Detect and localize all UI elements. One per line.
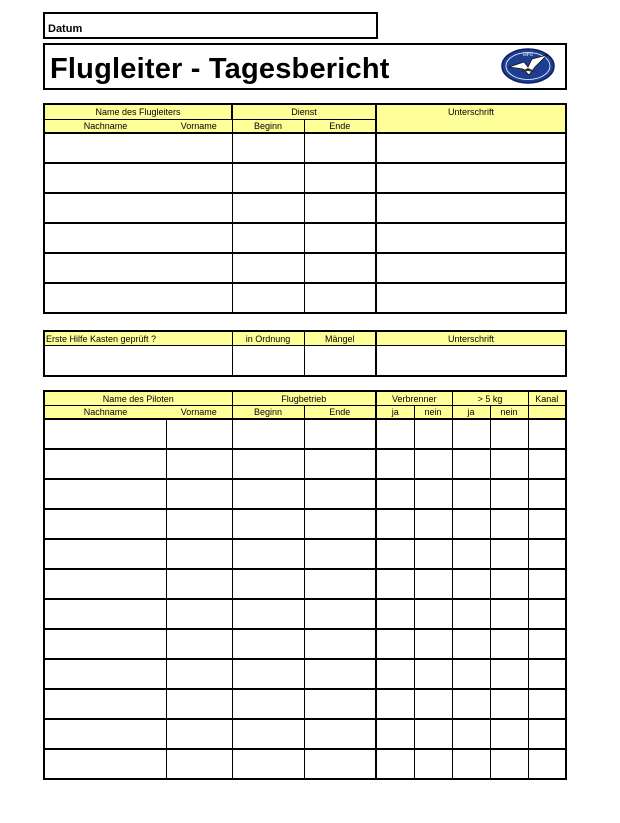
leader-start-cell[interactable] — [232, 163, 304, 193]
service-header: Dienst — [232, 104, 376, 119]
pilot-row — [44, 569, 566, 599]
weight-yes-cell[interactable] — [452, 689, 490, 719]
channel-cell[interactable] — [528, 539, 566, 569]
first-aid-defects-header: Mängel — [304, 331, 376, 346]
pilot-lastname-cell[interactable] — [44, 479, 166, 509]
pilot-end-cell[interactable] — [304, 599, 376, 629]
combustion-yes-cell[interactable] — [376, 449, 414, 479]
club-logo-icon — [499, 45, 557, 87]
pilot-firstname-header: Vorname — [166, 406, 232, 420]
pilot-lastname-cell[interactable] — [44, 449, 166, 479]
weight-yes-cell[interactable] — [452, 629, 490, 659]
combustion-yes-cell[interactable] — [376, 569, 414, 599]
combustion-no-cell[interactable] — [414, 539, 452, 569]
pilot-firstname-cell[interactable] — [166, 509, 232, 539]
combustion-header: Verbrenner — [376, 391, 452, 406]
pilot-row — [44, 689, 566, 719]
combustion-yes-cell[interactable] — [376, 419, 414, 449]
combustion-no-header: nein — [414, 406, 452, 420]
channel-cell[interactable] — [528, 569, 566, 599]
leader-start-cell[interactable] — [232, 283, 304, 313]
leader-signature-header: Unterschrift — [376, 104, 566, 133]
first-aid-ok-cell[interactable] — [232, 346, 304, 377]
pilot-lastname-cell[interactable] — [44, 509, 166, 539]
weight-no-cell[interactable] — [490, 689, 528, 719]
weight-yes-cell[interactable] — [452, 719, 490, 749]
pilot-end-cell[interactable] — [304, 509, 376, 539]
pilot-name-header: Name des Piloten — [44, 391, 232, 406]
combustion-yes-cell[interactable] — [376, 509, 414, 539]
pilot-start-cell[interactable] — [232, 629, 304, 659]
pilot-firstname-cell[interactable] — [166, 539, 232, 569]
pilot-firstname-cell[interactable] — [166, 749, 232, 779]
combustion-yes-cell[interactable] — [376, 599, 414, 629]
weight-no-cell[interactable] — [490, 749, 528, 779]
pilot-end-cell[interactable] — [304, 569, 376, 599]
combustion-no-cell[interactable] — [414, 719, 452, 749]
pilot-lastname-cell[interactable] — [44, 719, 166, 749]
leader-start-cell[interactable] — [232, 193, 304, 223]
combustion-no-cell[interactable] — [414, 659, 452, 689]
pilot-end-cell[interactable] — [304, 749, 376, 779]
pilot-start-cell[interactable] — [232, 479, 304, 509]
pilot-end-cell[interactable] — [304, 689, 376, 719]
weight-no-cell[interactable] — [490, 479, 528, 509]
weight-no-header: nein — [490, 406, 528, 420]
combustion-no-cell[interactable] — [414, 569, 452, 599]
channel-cell[interactable] — [528, 509, 566, 539]
weight-no-cell[interactable] — [490, 719, 528, 749]
page-title: Flugleiter - Tagesbericht — [50, 53, 390, 85]
title-box — [43, 43, 567, 90]
combustion-yes-cell[interactable] — [376, 689, 414, 719]
leader-row — [44, 133, 566, 163]
leader-end-cell[interactable] — [304, 193, 376, 223]
pilot-lastname-cell[interactable] — [44, 629, 166, 659]
pilot-row — [44, 629, 566, 659]
pilot-start-cell[interactable] — [232, 719, 304, 749]
pilot-firstname-cell[interactable] — [166, 599, 232, 629]
channel-cell[interactable] — [528, 689, 566, 719]
leader-signature-cell[interactable] — [376, 193, 566, 223]
pilot-lastname-cell[interactable] — [44, 539, 166, 569]
pilot-firstname-cell[interactable] — [166, 689, 232, 719]
channel-cell[interactable] — [528, 659, 566, 689]
weight-no-cell[interactable] — [490, 569, 528, 599]
leader-lastname-header: Nachname — [44, 119, 166, 133]
pilot-row — [44, 719, 566, 749]
pilot-firstname-cell[interactable] — [166, 719, 232, 749]
leader-lastname-cell[interactable] — [44, 223, 166, 253]
pilot-firstname-cell[interactable] — [166, 659, 232, 689]
first-aid-table — [43, 330, 567, 377]
date-label: Datum — [48, 23, 83, 35]
weight-yes-cell[interactable] — [452, 449, 490, 479]
leader-lastname-cell[interactable] — [44, 133, 166, 163]
channel-cell[interactable] — [528, 599, 566, 629]
leader-firstname-cell[interactable] — [166, 283, 232, 313]
combustion-no-cell[interactable] — [414, 749, 452, 779]
pilot-firstname-cell[interactable] — [166, 569, 232, 599]
combustion-no-cell[interactable] — [414, 599, 452, 629]
weight-no-cell[interactable] — [490, 659, 528, 689]
weight-no-cell[interactable] — [490, 449, 528, 479]
pilot-lastname-cell[interactable] — [44, 689, 166, 719]
first-aid-ok-header: in Ordnung — [232, 331, 304, 346]
combustion-no-cell[interactable] — [414, 629, 452, 659]
pilot-start-cell[interactable] — [232, 569, 304, 599]
channel-cell[interactable] — [528, 719, 566, 749]
first-aid-signature-cell[interactable] — [376, 346, 566, 377]
leader-start-header: Beginn — [232, 119, 304, 133]
leader-lastname-cell[interactable] — [44, 163, 166, 193]
combustion-yes-cell[interactable] — [376, 479, 414, 509]
leader-lastname-cell[interactable] — [44, 193, 166, 223]
weight-no-cell[interactable] — [490, 419, 528, 449]
leader-firstname-cell[interactable] — [166, 133, 232, 163]
pilot-start-cell[interactable] — [232, 539, 304, 569]
weight-yes-cell[interactable] — [452, 749, 490, 779]
over-5kg-header: > 5 kg — [452, 391, 528, 406]
leader-end-header: Ende — [304, 119, 376, 133]
leader-end-cell[interactable] — [304, 283, 376, 313]
leader-row — [44, 163, 566, 193]
pilot-firstname-cell[interactable] — [166, 479, 232, 509]
pilot-firstname-cell[interactable] — [166, 629, 232, 659]
first-aid-signature-header: Unterschrift — [376, 331, 566, 346]
pilot-lastname-cell[interactable] — [44, 419, 166, 449]
leader-name-header: Name des Flugleiters — [44, 104, 232, 119]
leader-start-cell[interactable] — [232, 223, 304, 253]
channel-subheader — [528, 406, 566, 420]
pilot-row — [44, 599, 566, 629]
pilot-start-cell[interactable] — [232, 419, 304, 449]
weight-yes-cell[interactable] — [452, 539, 490, 569]
leader-signature-cell[interactable] — [376, 253, 566, 283]
leader-firstname-cell[interactable] — [166, 253, 232, 283]
leader-start-cell[interactable] — [232, 253, 304, 283]
pilot-lastname-cell[interactable] — [44, 569, 166, 599]
leader-row — [44, 193, 566, 223]
weight-no-cell[interactable] — [490, 599, 528, 629]
pilot-start-cell[interactable] — [232, 749, 304, 779]
channel-cell[interactable] — [528, 629, 566, 659]
leader-signature-cell[interactable] — [376, 223, 566, 253]
combustion-yes-cell[interactable] — [376, 719, 414, 749]
first-aid-question: Erste Hilfe Kasten geprüft ? — [44, 331, 232, 346]
combustion-no-cell[interactable] — [414, 449, 452, 479]
leader-firstname-cell[interactable] — [166, 163, 232, 193]
pilot-firstname-cell[interactable] — [166, 449, 232, 479]
leader-firstname-cell[interactable] — [166, 223, 232, 253]
leader-firstname-header: Vorname — [166, 119, 232, 133]
combustion-no-cell[interactable] — [414, 689, 452, 719]
pilot-end-cell[interactable] — [304, 479, 376, 509]
first-aid-cell[interactable] — [44, 346, 232, 377]
combustion-yes-cell[interactable] — [376, 659, 414, 689]
pilot-end-cell[interactable] — [304, 629, 376, 659]
pilot-end-cell[interactable] — [304, 659, 376, 689]
leader-row — [44, 223, 566, 253]
leaders-table — [43, 103, 567, 314]
weight-no-cell[interactable] — [490, 509, 528, 539]
leader-end-cell[interactable] — [304, 223, 376, 253]
pilot-row — [44, 509, 566, 539]
leader-firstname-cell[interactable] — [166, 193, 232, 223]
channel-header: Kanal — [528, 391, 566, 406]
pilot-lastname-header: Nachname — [44, 406, 166, 420]
pilot-lastname-cell[interactable] — [44, 749, 166, 779]
pilot-firstname-cell[interactable] — [166, 419, 232, 449]
pilot-end-cell[interactable] — [304, 419, 376, 449]
weight-yes-cell[interactable] — [452, 569, 490, 599]
pilot-start-header: Beginn — [232, 406, 304, 420]
channel-cell[interactable] — [528, 449, 566, 479]
combustion-no-cell[interactable] — [414, 509, 452, 539]
leader-lastname-cell[interactable] — [44, 253, 166, 283]
pilot-end-cell[interactable] — [304, 449, 376, 479]
leader-end-cell[interactable] — [304, 163, 376, 193]
combustion-yes-cell[interactable] — [376, 539, 414, 569]
pilot-start-cell[interactable] — [232, 689, 304, 719]
pilot-start-cell[interactable] — [232, 449, 304, 479]
first-aid-defects-cell[interactable] — [304, 346, 376, 377]
channel-cell[interactable] — [528, 419, 566, 449]
pilot-start-cell[interactable] — [232, 599, 304, 629]
pilot-row — [44, 659, 566, 689]
svg-text:MFG: MFG — [523, 52, 533, 57]
combustion-no-cell[interactable] — [414, 479, 452, 509]
pilot-end-cell[interactable] — [304, 539, 376, 569]
pilot-lastname-cell[interactable] — [44, 659, 166, 689]
leader-row — [44, 283, 566, 313]
combustion-yes-header: ja — [376, 406, 414, 420]
channel-cell[interactable] — [528, 479, 566, 509]
weight-yes-header: ja — [452, 406, 490, 420]
combustion-no-cell[interactable] — [414, 419, 452, 449]
leader-row — [44, 253, 566, 283]
pilot-lastname-cell[interactable] — [44, 599, 166, 629]
leader-signature-cell[interactable] — [376, 133, 566, 163]
weight-yes-cell[interactable] — [452, 479, 490, 509]
weight-no-cell[interactable] — [490, 629, 528, 659]
pilot-start-cell[interactable] — [232, 659, 304, 689]
leader-signature-cell[interactable] — [376, 283, 566, 313]
pilot-end-cell[interactable] — [304, 719, 376, 749]
pilot-start-cell[interactable] — [232, 509, 304, 539]
weight-yes-cell[interactable] — [452, 419, 490, 449]
leader-end-cell[interactable] — [304, 253, 376, 283]
pilot-row — [44, 479, 566, 509]
leader-lastname-cell[interactable] — [44, 283, 166, 313]
channel-cell[interactable] — [528, 749, 566, 779]
date-field[interactable] — [43, 12, 378, 39]
leader-end-cell[interactable] — [304, 133, 376, 163]
weight-no-cell[interactable] — [490, 539, 528, 569]
pilot-row — [44, 749, 566, 779]
pilot-row — [44, 419, 566, 449]
pilot-end-header: Ende — [304, 406, 376, 420]
combustion-yes-cell[interactable] — [376, 629, 414, 659]
leader-signature-cell[interactable] — [376, 163, 566, 193]
weight-yes-cell[interactable] — [452, 599, 490, 629]
pilots-table — [43, 390, 567, 780]
pilot-row — [44, 539, 566, 569]
weight-yes-cell[interactable] — [452, 509, 490, 539]
flight-ops-header: Flugbetrieb — [232, 391, 376, 406]
pilot-row — [44, 449, 566, 479]
weight-yes-cell[interactable] — [452, 659, 490, 689]
combustion-yes-cell[interactable] — [376, 749, 414, 779]
leader-start-cell[interactable] — [232, 133, 304, 163]
